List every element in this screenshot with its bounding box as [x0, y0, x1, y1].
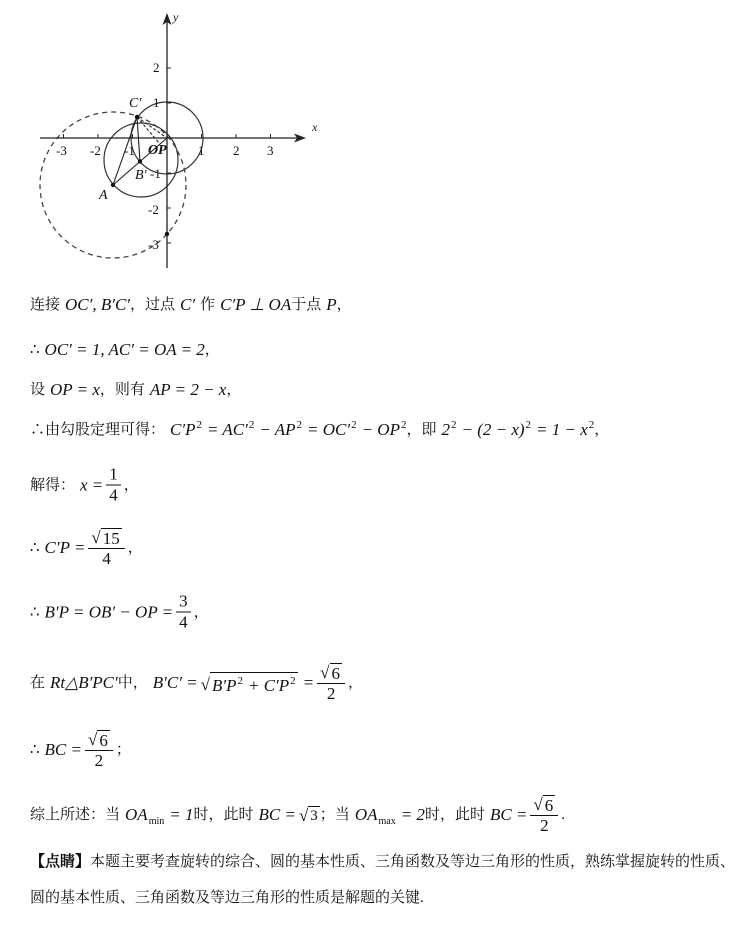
x-tick-label: -1 — [124, 143, 135, 158]
square-root — [201, 672, 298, 694]
power-exponent: 2 — [588, 419, 595, 431]
math-expression: AP = 2 − x — [149, 380, 227, 399]
radicand: 3 — [310, 807, 318, 824]
math-expression: BC = — [489, 805, 528, 824]
math-expression: x = — [80, 475, 104, 494]
math-expression: OP = x — [50, 380, 100, 399]
fraction-numerator: 1 — [106, 466, 121, 486]
y-tick-label: -1 — [150, 166, 161, 181]
point-label-p: P — [158, 143, 167, 158]
x-axis-label: x — [312, 120, 318, 134]
fraction-numerator — [530, 795, 558, 816]
radicand: 6 — [331, 664, 340, 683]
power-term — [307, 420, 357, 440]
power-exponent: 2 — [296, 419, 303, 431]
text-segment: 作 — [200, 297, 216, 313]
solution-line-9 — [30, 730, 131, 770]
power-base: + C′P — [248, 676, 290, 695]
solution-line-3 — [30, 380, 241, 400]
solution-line-8 — [30, 663, 363, 703]
x-tick-label: -2 — [90, 143, 101, 158]
subscript-label: min — [148, 816, 165, 827]
power-base: = OC′ — [307, 420, 351, 439]
solution-line-2 — [30, 340, 220, 360]
subscript-term — [355, 805, 396, 825]
text-segment: ， — [123, 477, 139, 493]
segment-c-o — [137, 117, 167, 138]
point-b — [138, 159, 142, 163]
point-label-c: C′ — [129, 96, 142, 111]
therefore-symbol: ∴ — [30, 742, 40, 758]
text-segment: ， — [226, 382, 242, 398]
math-expression: P — [326, 295, 337, 314]
fraction-numerator — [317, 663, 345, 684]
coordinate-diagram — [0, 0, 330, 275]
text-segment: 设 — [30, 382, 46, 398]
text-segment: ，过点 — [130, 297, 176, 313]
radical-sign: √ — [200, 675, 210, 694]
text-segment: ，则有 — [99, 382, 145, 398]
power-base: − AP — [259, 420, 296, 439]
x-tick-label: 2 — [233, 143, 240, 158]
text-segment: . — [561, 807, 565, 823]
equals-sign: = — [302, 673, 315, 692]
radical-sign: √ — [88, 730, 98, 749]
fraction — [176, 593, 191, 632]
text-segment: 解得： — [30, 477, 76, 493]
point-label-a: A — [99, 188, 108, 203]
power-term — [441, 420, 456, 440]
therefore-symbol: ∴ — [30, 342, 40, 358]
subscript-label: max — [378, 816, 396, 827]
point-c — [135, 115, 139, 119]
text-segment: 时，此时 — [193, 807, 254, 823]
fraction — [106, 466, 121, 505]
comment-line-2 — [30, 888, 424, 908]
text-segment: 于点 — [291, 297, 322, 313]
math-expression: BC = — [258, 805, 296, 824]
text-segment: 中， — [117, 675, 148, 691]
text-segment: ；当 — [319, 807, 350, 823]
radical-sign: √ — [91, 528, 101, 547]
square-root — [299, 806, 320, 825]
math-expression: OC′ = 1, AC′ = OA = 2 — [44, 340, 205, 359]
power-base: − OP — [361, 420, 400, 439]
power-term — [248, 677, 296, 694]
power-term — [170, 420, 202, 440]
power-exponent: 2 — [248, 419, 255, 431]
fraction-denominator: 2 — [94, 751, 104, 770]
text-segment: 本题主要考查旋转的综合、圆的基本性质、三角函数及等边三角形的性质，熟练掌握旋转的性质、 — [90, 854, 736, 870]
fraction — [317, 663, 345, 703]
power-exponent: 2 — [400, 419, 407, 431]
y-tick-label: -2 — [148, 202, 159, 217]
text-segment: ， — [204, 342, 220, 358]
math-expression: OC′, B′C′ — [65, 295, 131, 314]
math-expression: C′P = — [44, 538, 86, 557]
radicand — [210, 672, 298, 694]
math-expression: = 1 — [169, 805, 194, 824]
y-axis-label: y — [173, 10, 179, 24]
therefore-symbol: ∴ — [30, 604, 40, 620]
point-on-y-axis — [165, 232, 169, 236]
y-tick-label: 1 — [153, 95, 160, 110]
y-tick-label: -3 — [148, 237, 159, 252]
power-term — [259, 420, 302, 440]
text-segment: ，即 — [406, 422, 437, 438]
text-segment: ； — [115, 742, 131, 758]
fraction-denominator: 4 — [102, 549, 111, 568]
math-expression: BC = — [44, 740, 82, 759]
subscript-base: OA — [354, 805, 378, 824]
math-expression: C′ — [180, 295, 196, 314]
power-exponent: 2 — [290, 675, 296, 687]
fraction-numerator — [85, 730, 113, 751]
power-exponent: 2 — [237, 675, 243, 687]
comment-heading: 【点睛】 — [30, 854, 91, 870]
text-segment: ， — [348, 675, 364, 691]
text-segment: 在 — [30, 675, 46, 691]
power-base: − (2 − x) — [461, 420, 525, 439]
fraction — [530, 795, 558, 835]
power-term — [362, 420, 407, 440]
text-segment: 圆的基本性质、三角函数及等边三角形的性质是解题的关键. — [30, 890, 424, 906]
power-term — [212, 677, 243, 694]
radicand: 6 — [544, 796, 554, 815]
power-base: 2 — [441, 420, 450, 439]
power-term — [461, 420, 531, 440]
comment-line-1 — [30, 852, 735, 872]
radical-sign: √ — [533, 795, 543, 814]
solution-line-6 — [30, 528, 143, 568]
power-exponent: 2 — [351, 419, 357, 431]
fraction-numerator — [88, 528, 124, 549]
power-term — [536, 420, 594, 440]
text-segment: ， — [127, 540, 143, 556]
text-segment: ， — [193, 604, 209, 620]
radicand: 6 — [99, 731, 108, 750]
subscript-base: OA — [125, 805, 148, 824]
point-label-b: B′ — [135, 168, 147, 183]
power-base: C′P — [170, 420, 196, 439]
fraction — [85, 730, 113, 770]
power-base: B′P — [212, 676, 237, 695]
x-tick-label: -3 — [56, 143, 67, 158]
fraction-denominator: 2 — [540, 816, 549, 835]
text-segment: ， — [336, 297, 352, 313]
power-exponent: 2 — [196, 419, 202, 431]
x-tick-label: 1 — [198, 143, 205, 158]
power-exponent: 2 — [450, 419, 457, 431]
math-expression: B′C′ = — [152, 673, 198, 692]
text-segment: 连接 — [30, 297, 61, 313]
math-expression: = 2 — [400, 805, 425, 824]
math-expression: C′P ⊥ OA — [220, 295, 292, 314]
solution-line-1 — [30, 295, 352, 315]
therefore-symbol: ∴ — [30, 540, 40, 556]
subscript-term — [125, 805, 164, 825]
power-base: = 1 − x — [536, 420, 588, 439]
power-exponent: 2 — [525, 419, 532, 431]
text-segment: 时，此时 — [424, 807, 485, 823]
power-base: = AC′ — [206, 420, 248, 439]
text-segment: 综上所述：当 — [30, 807, 121, 823]
y-tick-label: 2 — [153, 60, 160, 75]
x-tick-label: 3 — [267, 143, 274, 158]
power-term — [207, 420, 254, 440]
fraction-denominator: 4 — [109, 485, 118, 505]
radical-sign: √ — [320, 663, 330, 682]
solution-line-5 — [30, 466, 139, 505]
point-a — [111, 183, 115, 187]
radicand: 15 — [102, 529, 120, 548]
text-segment: ∴由勾股定理可得： — [30, 422, 166, 438]
text-segment: ， — [594, 422, 610, 438]
solution-line-7 — [30, 593, 209, 632]
fraction-denominator: 2 — [326, 684, 336, 703]
math-expression: B′P = OB′ − OP = — [44, 602, 174, 621]
solution-line-10 — [30, 795, 565, 835]
fraction-numerator: 3 — [176, 593, 191, 613]
fraction — [88, 528, 124, 568]
math-expression: Rt△B′PC′ — [50, 673, 118, 692]
solution-line-4 — [30, 420, 609, 440]
radical-sign: √ — [298, 805, 309, 825]
fraction-denominator: 4 — [179, 612, 188, 632]
point-label-o: O — [148, 143, 159, 158]
